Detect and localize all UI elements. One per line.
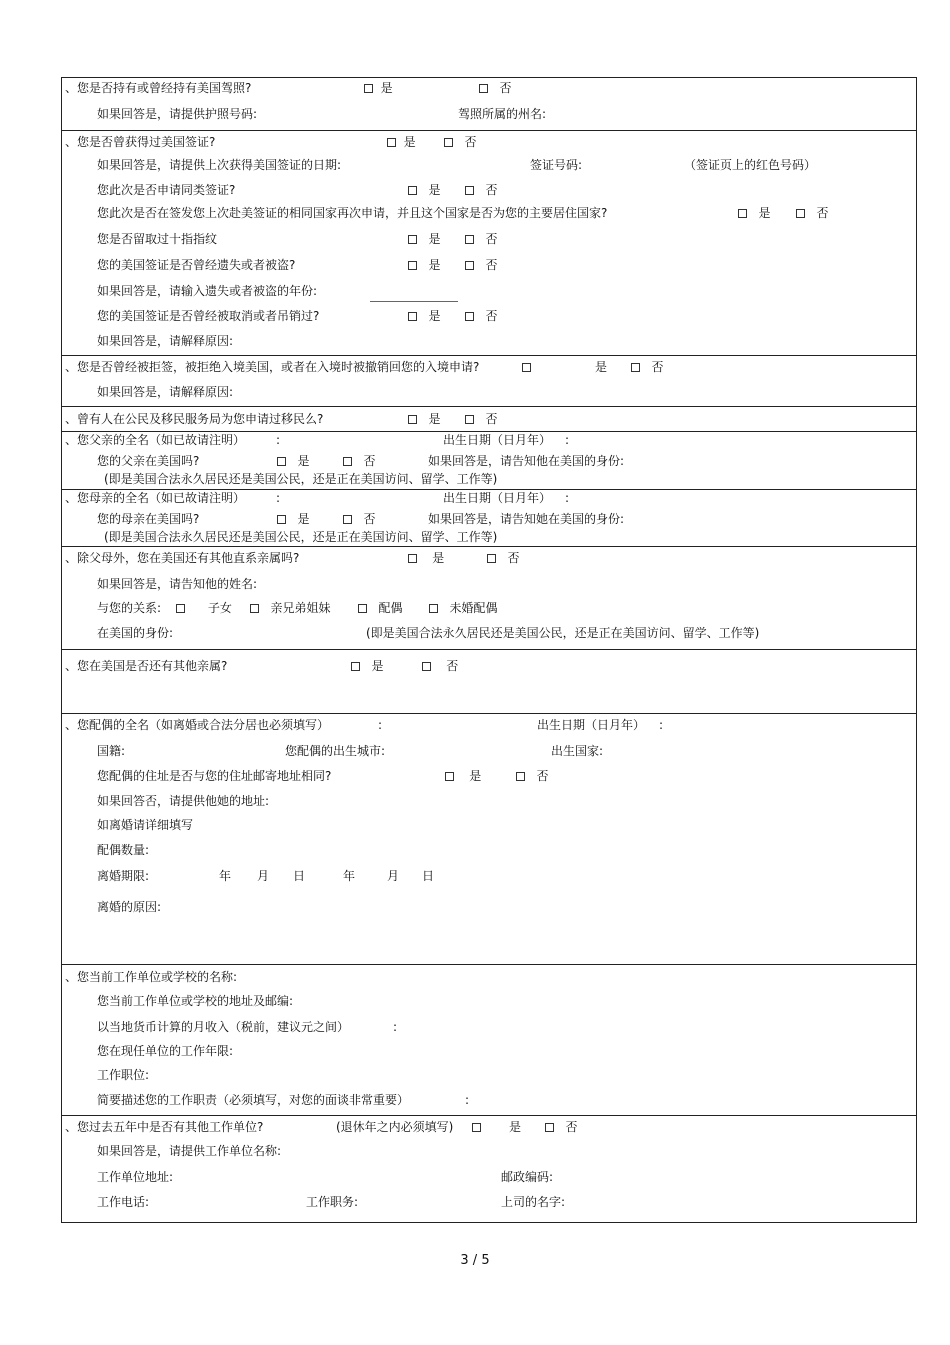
question-mother-in-us: 您的母亲在美国吗? xyxy=(97,512,200,526)
label-divorce-reason: 离婚的原因: xyxy=(97,900,162,914)
label-no: 否 xyxy=(565,1120,578,1134)
label-no: 否 xyxy=(816,206,829,220)
section-other-relatives xyxy=(62,649,916,714)
status-note: (即是美国合法永久居民还是美国公民，还是正在美国访问、留学、工作等) xyxy=(104,472,498,486)
section-mother xyxy=(62,489,916,547)
label-employer-name: 、您当前工作单位或学校的名称: xyxy=(65,970,238,984)
label-spouse: 配偶 xyxy=(378,601,403,615)
label-no: 否 xyxy=(485,412,498,426)
checkbox-no[interactable] xyxy=(465,261,474,270)
label-relative-status: 在美国的身份: xyxy=(97,626,174,640)
question-other-relatives: 、您在美国是否还有其他亲属? xyxy=(65,659,228,673)
label-yes: 是 xyxy=(371,659,384,673)
section-refusal xyxy=(62,355,916,407)
page-number: 3 / 5 xyxy=(460,1253,490,1268)
checkbox-yes[interactable] xyxy=(408,312,417,321)
label-nationality: 国籍: xyxy=(97,744,126,758)
label-birth-country: 出生国家: xyxy=(551,744,604,758)
question-immigration-petition: 、曾有人在公民及移民服务局为您申请过移民么? xyxy=(65,412,324,426)
label-yes: 是 xyxy=(428,258,441,272)
question-visa-revoked: 您的美国签证是否曾经被取消或者吊销过? xyxy=(97,309,320,323)
checkbox-no[interactable] xyxy=(444,138,453,147)
label-job-title: 工作职位: xyxy=(97,1068,150,1082)
checkbox-spouse[interactable] xyxy=(358,604,367,613)
label-father-status: 如果回答是，请告知他在美国的身份: xyxy=(428,454,625,468)
label-no: 否 xyxy=(363,512,376,526)
label-no: 否 xyxy=(485,309,498,323)
label-years-employed: 您在现任单位的工作年限: xyxy=(97,1044,234,1058)
label-no: 否 xyxy=(464,135,477,149)
label-no: 否 xyxy=(485,183,498,197)
label-previous-employer-name: 如果回答是，请提供工作单位名称: xyxy=(97,1144,282,1158)
visa-application-form xyxy=(61,77,917,1223)
label-relationship: 与您的关系: xyxy=(97,601,162,615)
checkbox-yes[interactable] xyxy=(387,138,396,147)
label-yes: 是 xyxy=(758,206,771,220)
label-no: 否 xyxy=(485,258,498,272)
checkbox-yes[interactable] xyxy=(408,261,417,270)
checkbox-yes[interactable] xyxy=(472,1123,481,1132)
question-same-address: 您配偶的住址是否与您的住址邮寄地址相同? xyxy=(97,769,332,783)
label-no: 否 xyxy=(446,659,459,673)
checkbox-yes[interactable] xyxy=(738,209,747,218)
label-no: 否 xyxy=(363,454,376,468)
label-child: 子女 xyxy=(207,601,232,615)
question-father-in-us: 您的父亲在美国吗? xyxy=(97,454,200,468)
label-supervisor-name: 上司的名字: xyxy=(501,1195,566,1209)
checkbox-yes[interactable] xyxy=(277,515,286,524)
label-spouse-birth: 出生日期（日月年） xyxy=(537,718,646,732)
label-monthly-income: 以当地货币计算的月收入（税前，建议元之间） xyxy=(97,1020,350,1034)
label-no: 否 xyxy=(651,360,664,374)
colon: : xyxy=(276,491,281,505)
question-refused: 、您是否曾经被拒签，被拒绝入境美国，或者在入境时被撤销回您的入境申请? xyxy=(65,360,480,374)
checkbox-no[interactable] xyxy=(465,312,474,321)
label-no: 否 xyxy=(507,551,520,565)
checkbox-no[interactable] xyxy=(479,84,488,93)
question-same-visa-type: 您此次是否申请同类签证? xyxy=(97,183,236,197)
checkbox-no[interactable] xyxy=(422,662,431,671)
label-yes: 是 xyxy=(403,135,416,149)
label-spouse-count: 配偶数量: xyxy=(97,843,150,857)
checkbox-yes[interactable] xyxy=(408,554,417,563)
checkbox-no[interactable] xyxy=(796,209,805,218)
label-father-birth: 出生日期（日月年） xyxy=(443,433,552,447)
label-previous-employer-address: 工作单位地址: xyxy=(97,1170,174,1184)
question-visa-lost: 您的美国签证是否曾经遗失或者被盗? xyxy=(97,258,296,272)
label-year: 年 xyxy=(343,869,356,883)
label-job-duties: 简要描述您的工作职责（必须填写，对您的面谈非常重要） xyxy=(97,1093,410,1107)
label-yes: 是 xyxy=(428,232,441,246)
label-employer-address: 您当前工作单位或学校的地址及邮编: xyxy=(97,994,294,1008)
checkbox-yes[interactable] xyxy=(408,186,417,195)
label-relative-name: 如果回答是，请告知他的姓名: xyxy=(97,577,258,591)
question-immediate-relatives: 、除父母外，您在美国还有其他直系亲属吗? xyxy=(65,551,300,565)
label-spouse-birth-city: 您配偶的出生城市: xyxy=(285,744,386,758)
label-visa-number: 签证号码: xyxy=(530,158,583,172)
label-license-state: 驾照所属的州名: xyxy=(458,107,547,121)
label-mother-status: 如果回答是，请告知她在美国的身份: xyxy=(428,512,625,526)
label-yes: 是 xyxy=(432,551,445,565)
colon: : xyxy=(565,433,570,447)
label-work-phone: 工作电话: xyxy=(97,1195,150,1209)
status-note: (即是美国合法永久居民还是美国公民，还是正在美国访问、留学、工作等) xyxy=(104,530,498,544)
label-mother-name: 、您母亲的全名（如已故请注明） xyxy=(65,491,246,505)
checkbox-child[interactable] xyxy=(176,604,185,613)
label-no: 否 xyxy=(499,81,512,95)
label-explain-reason: 如果回答是，请解释原因: xyxy=(97,334,234,348)
label-no: 否 xyxy=(485,232,498,246)
previous-employers-note: (退休年之内必须填写) xyxy=(336,1120,454,1134)
label-yes: 是 xyxy=(297,454,310,468)
label-no: 否 xyxy=(536,769,549,783)
section-father xyxy=(62,431,916,490)
label-divorce-period: 离婚期限: xyxy=(97,869,150,883)
checkbox-no[interactable] xyxy=(487,554,496,563)
label-sibling: 亲兄弟姐妹 xyxy=(270,601,331,615)
label-lost-year: 如果回答是，请输入遗失或者被盗的年份: xyxy=(97,284,318,298)
label-mother-birth: 出生日期（日月年） xyxy=(443,491,552,505)
label-yes: 是 xyxy=(595,360,608,374)
colon: : xyxy=(378,718,383,732)
label-license-number: 如果回答是，请提供护照号码: xyxy=(97,107,258,121)
checkbox-yes[interactable] xyxy=(364,84,373,93)
status-note: (即是美国合法永久居民还是美国公民，还是正在美国访问、留学、工作等) xyxy=(366,626,760,640)
visa-number-note: （签证页上的红色号码） xyxy=(684,158,817,172)
label-yes: 是 xyxy=(469,769,482,783)
checkbox-no[interactable] xyxy=(465,235,474,244)
label-month: 月 xyxy=(387,869,400,883)
section-immediate-relatives xyxy=(62,546,916,650)
label-day: 日 xyxy=(422,869,435,883)
label-fiance: 未婚配偶 xyxy=(449,601,498,615)
checkbox-yes[interactable] xyxy=(277,457,286,466)
checkbox-yes[interactable] xyxy=(408,235,417,244)
checkbox-no[interactable] xyxy=(631,363,640,372)
checkbox-fiance[interactable] xyxy=(429,604,438,613)
label-yes: 是 xyxy=(509,1120,522,1134)
checkbox-no[interactable] xyxy=(516,772,525,781)
checkbox-no[interactable] xyxy=(465,415,474,424)
checkbox-yes[interactable] xyxy=(522,363,531,372)
label-zip-code: 邮政编码: xyxy=(501,1170,554,1184)
colon: : xyxy=(393,1020,398,1034)
colon: : xyxy=(465,1093,470,1107)
checkbox-sibling[interactable] xyxy=(250,604,259,613)
label-last-visa-date: 如果回答是，请提供上次获得美国签证的日期: xyxy=(97,158,342,172)
label-yes: 是 xyxy=(380,81,393,95)
section-us-visa xyxy=(62,130,916,356)
section-previous-employers xyxy=(62,1115,916,1224)
label-spouse-address: 如果回答否，请提供他她的地址: xyxy=(97,794,270,808)
question-same-country: 您此次是否在签发您上次赴美签证的相同国家再次申请，并且这个国家是否为您的主要居住国家? xyxy=(97,206,608,220)
label-yes: 是 xyxy=(428,183,441,197)
question-us-visa: 、您是否曾获得过美国签证? xyxy=(65,135,216,149)
label-yes: 是 xyxy=(428,309,441,323)
question-previous-employers: 、您过去五年中是否有其他工作单位? xyxy=(65,1120,264,1134)
checkbox-no[interactable] xyxy=(545,1123,554,1132)
lost-year-underline[interactable] xyxy=(370,301,458,302)
label-yes: 是 xyxy=(428,412,441,426)
label-work-duty: 工作职务: xyxy=(306,1195,359,1209)
checkbox-no[interactable] xyxy=(343,515,352,524)
section-current-employer xyxy=(62,964,916,1116)
section-immigration-petition xyxy=(62,406,916,432)
checkbox-yes[interactable] xyxy=(445,772,454,781)
question-fingerprint: 您是否留取过十指指纹 xyxy=(97,232,218,246)
section-spouse xyxy=(62,713,916,965)
checkbox-no[interactable] xyxy=(343,457,352,466)
section-drivers-license xyxy=(62,78,916,130)
label-spouse-name: 、您配偶的全名（如离婚或合法分居也必须填写） xyxy=(65,718,330,732)
checkbox-yes[interactable] xyxy=(408,415,417,424)
checkbox-yes[interactable] xyxy=(351,662,360,671)
colon: : xyxy=(565,491,570,505)
label-father-name: 、您父亲的全名（如已故请注明） xyxy=(65,433,246,447)
label-day: 日 xyxy=(293,869,306,883)
colon: : xyxy=(659,718,664,732)
label-yes: 是 xyxy=(297,512,310,526)
colon: : xyxy=(276,433,281,447)
question-drivers-license: 、您是否持有或曾经持有美国驾照? xyxy=(65,81,252,95)
label-year: 年 xyxy=(219,869,232,883)
label-divorce-details: 如离婚请详细填写 xyxy=(97,818,194,832)
label-month: 月 xyxy=(257,869,270,883)
label-explain-reason: 如果回答是，请解释原因: xyxy=(97,385,234,399)
checkbox-no[interactable] xyxy=(465,186,474,195)
